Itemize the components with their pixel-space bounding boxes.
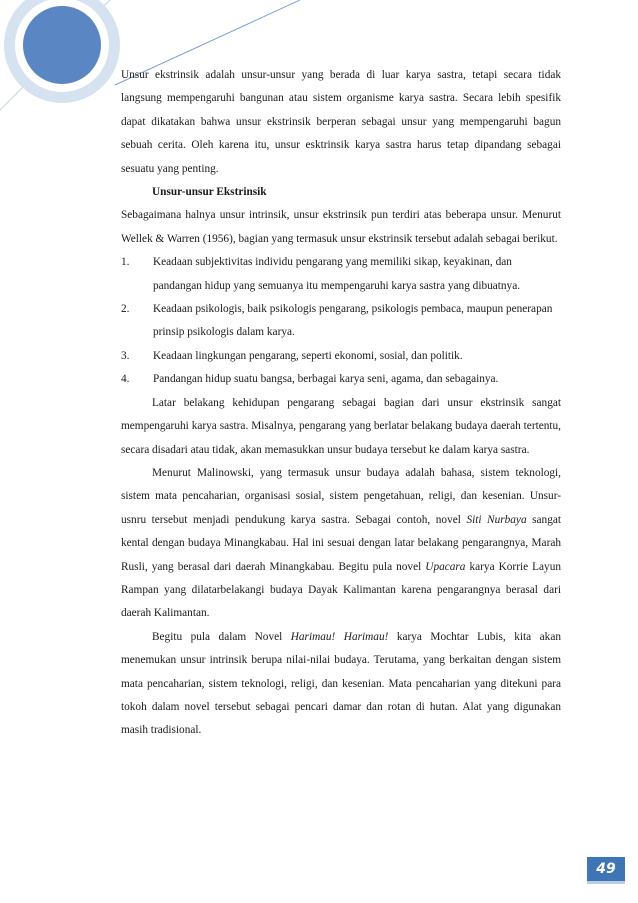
novel-title: Harimau! Harimau!	[290, 630, 389, 643]
paragraph-intro: Unsur ekstrinsik adalah unsur-unsur yang berada di luar karya sastra, tetapi secara tidak langsung mempengaruhi bangunan atau sistem organisme karya sastra. Secara lebih spesifik dapat dikatakan bahwa unsur ekstrinsik berperan sebagai unsur yang mempengaruhi bagun sebuah cerita. Oleh karena itu, unsur esktrinsik karya sastra harus tetap dipandang sebagai sesuatu yang penting.	[121, 69, 561, 175]
novel-title: Upacara	[425, 560, 466, 573]
text-run: Menurut Malinowski, yang termasuk unsur budaya adalah bahasa, sistem teknologi, sistem mata pencaharian, organisasi sosial, sistem pengetahuan, religi, dan kesenian. Unsur-usnru tersebut menjadi pendukung karya sastra. Sebagai contoh, novel	[121, 466, 561, 526]
list-text: Keadaan lingkungan pengarang, seperti ekonomi, sosial, dan politik.	[153, 349, 463, 362]
list-item	[121, 298, 561, 345]
list-number: 4.	[121, 373, 130, 386]
list-number: 3.	[121, 349, 130, 362]
list-item	[121, 251, 561, 298]
list-item	[121, 368, 561, 391]
list-text: Pandangan hidup suatu bangsa, berbagai karya seni, agama, dan sebagainya.	[153, 373, 499, 386]
text-run: karya Mochtar Lubis, kita akan menemukan unsur intrinsik berupa nilai-nilai budaya. Terutama, yang berkaitan dengan sistem mata pencaharian, sistem teknologi, religi, dan kesenian. Mata pencaharian yang ditekuni para tokoh dalam novel tersebut sebagai pencari damar dan rotan di hutan. Alat yang digunakan masih tradisional.	[121, 630, 561, 737]
text-run: Begitu pula dalam Novel	[152, 630, 291, 643]
text-run: karya Korrie Layun Rampan yang dilatarbelakangi budaya Dayak Kalimantan karena pengarangnya berasal dari daerah Kalimantan.	[121, 560, 562, 620]
list-number: 1.	[121, 256, 130, 269]
paragraph-malinowski	[121, 462, 561, 626]
novel-title: Siti Nurbaya	[466, 513, 527, 526]
text-run: sangat kental dengan budaya Minangkabau. Hal ini sesuai dengan latar belakang pengarangnya, Marah Rusli, yang berasal dari daerah Minangkabau. Begitu pula novel	[121, 513, 561, 573]
paragraph-harimau	[121, 626, 561, 743]
section-heading: Unsur-unsur Ekstrinsik	[152, 186, 267, 199]
paragraph-background: Latar belakang kehidupan pengarang sebagai bagian dari unsur ekstrinsik sangat mempengaruhi karya sastra. Misalnya, pengarang yang berlatar belakang budaya daerah tertentu, secara disadari atau tidak, akan memasukkan unsur budaya tersebut ke dalam karya sastra.	[121, 396, 561, 456]
extrinsic-list	[121, 251, 561, 391]
list-text: Keadaan subjektivitas individu pengarang yang memiliki sikap, keyakinan, dan pandangan hidup yang semuanya itu mempengaruhi karya sastra yang dibuatnya.	[153, 256, 521, 292]
list-text: Keadaan psikologis, baik psikologis pengarang, psikologis pembaca, maupun penerapan prinsip psikologis dalam karya.	[153, 303, 553, 339]
list-number: 2.	[121, 303, 130, 316]
document-body	[121, 64, 561, 743]
paragraph-list-intro: Sebagaimana halnya unsur intrinsik, unsur ekstrinsik pun terdiri atas beberapa unsur. Menurut Wellek & Warren (1956), bagian yang termasuk unsur ekstrinsik tersebut adalah sebagai berikut.	[121, 209, 561, 245]
page-number: 49	[587, 857, 625, 884]
list-item	[121, 345, 561, 368]
